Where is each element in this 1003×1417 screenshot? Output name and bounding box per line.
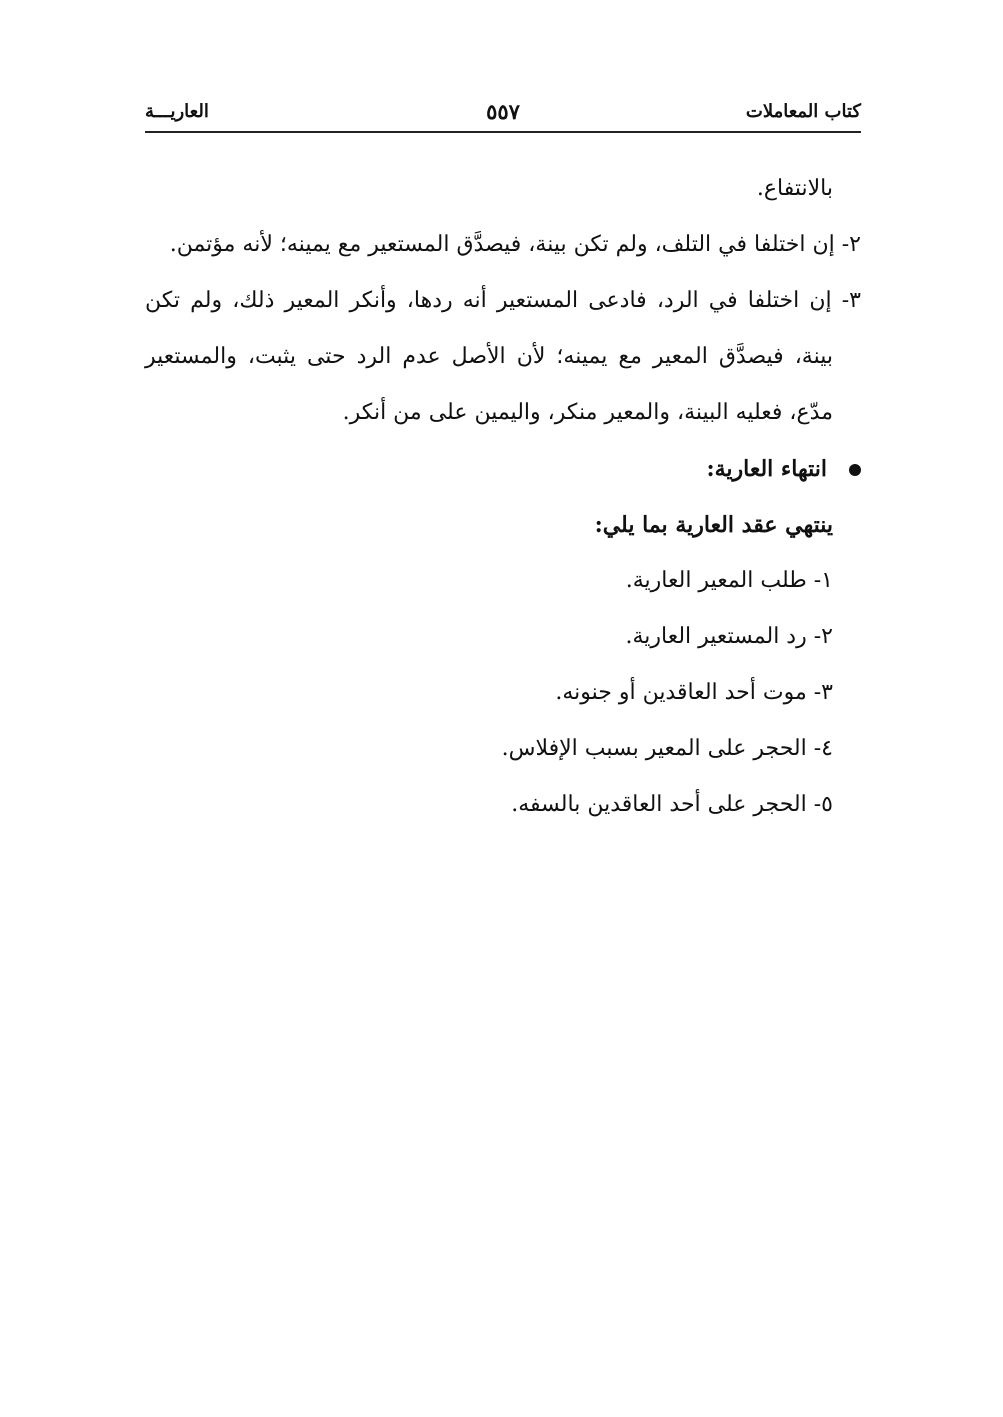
- bullet-icon: [849, 464, 861, 476]
- list-item-dispute-loss: ٢- إن اختلفا في التلف، ولم تكن بينة، فيصدَّق المستعير مع يمينه؛ لأنه مؤتمن.: [169, 232, 861, 257]
- book-title: كتاب المعاملات: [745, 101, 861, 122]
- list-item-dispute-return: ٣- إن اختلفا في الرد، فادعى المستعير أنه ردها، وأنكر المعير ذلك، ولم تكن بينة، فيصدَّق المعير مع يمينه؛ لأن الأصل عدم الرد حتى يثبت، والمستعير مدّع، فعليه البينة، والمعير منكر، واليمين على من أنكر.: [145, 288, 861, 425]
- list-item: ٣- موت أحد العاقدين أو جنونه.: [555, 680, 833, 705]
- page-number: ٥٥٧: [486, 99, 520, 124]
- running-header: [145, 95, 861, 133]
- section-heading-text: انتهاء العارية:: [706, 456, 827, 482]
- chapter-title: العاريـــة: [145, 101, 209, 122]
- section-heading: [145, 441, 861, 497]
- list-item: ٥- الحجر على أحد العاقدين بالسفه.: [511, 792, 833, 817]
- list-item: ١- طلب المعير العارية.: [625, 568, 833, 593]
- continuation-line: بالانتفاع.: [756, 176, 833, 201]
- list-item: ٢- رد المستعير العارية.: [625, 624, 833, 649]
- section-intro: ينتهي عقد العارية بما يلي:: [594, 512, 833, 538]
- body-text: [145, 161, 861, 833]
- document-page: [145, 95, 861, 833]
- list-item: ٤- الحجر على المعير بسبب الإفلاس.: [501, 736, 833, 761]
